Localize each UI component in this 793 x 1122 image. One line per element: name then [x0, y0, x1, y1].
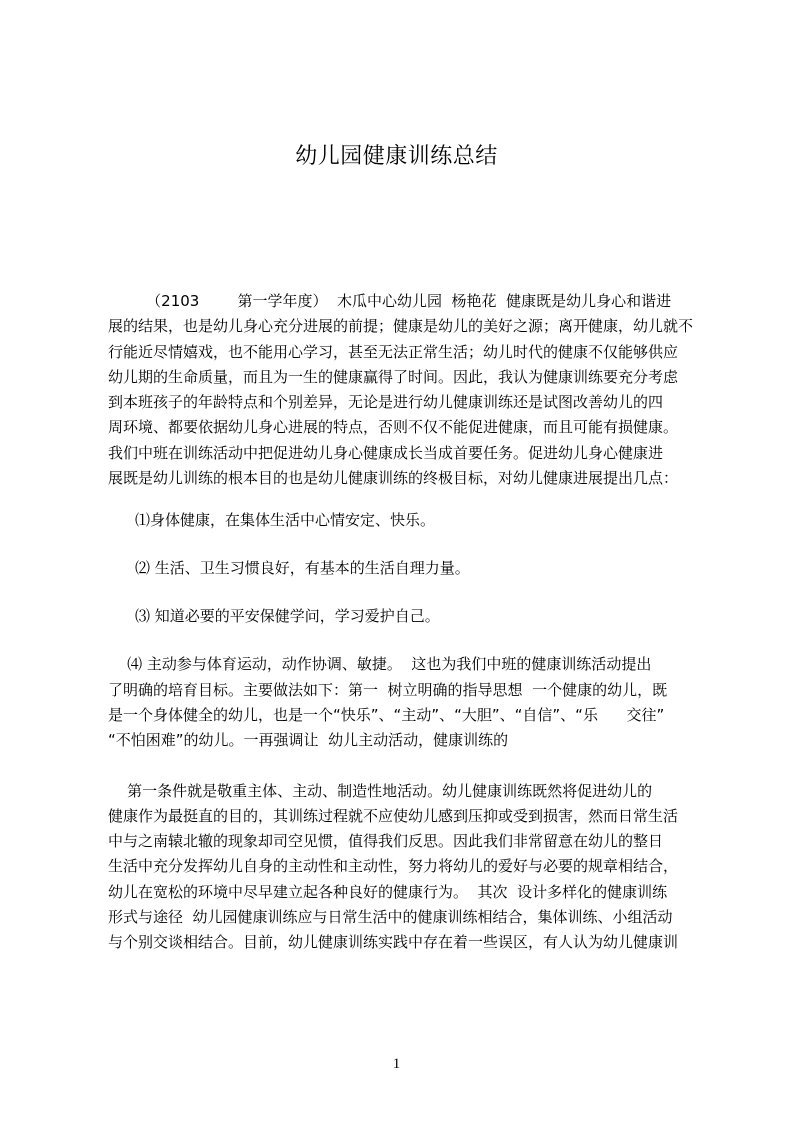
text-line: （2103 第一学年度） 木瓜中心幼儿园 杨艳花 健康既是幼儿身心和谐进 [108, 292, 672, 310]
paragraph-goals [108, 652, 698, 753]
text-line: 展的结果，也是幼儿身心充分进展的前提；健康是幼儿的美好之源；离开健康，幼儿就不 [108, 317, 694, 336]
text-line: 展既是幼儿训练的根本目的也是幼儿健康训练的终极目标，对幼儿健康进展提出几点： [108, 469, 679, 488]
text-line: 第一条件就是敬重主体、主动、制造性地活动。幼儿健康训练既然将促进幼儿的 [108, 781, 653, 800]
text-line: ⑷ 主动参与体育运动，动作协调、敏捷。 这也为我们中班的健康训练活动提出 [108, 655, 652, 674]
list-item: ⑴身体健康，在集体生活中心情安定、快乐。 [135, 511, 436, 530]
text-line: 是一个身体健全的幼儿，也是一个“快乐”、“主动”、“大胆”、“自信”、“乐 交往” [108, 705, 665, 724]
text-line: 生活中充分发挥幼儿自身的主动性和主动性，努力将幼儿的爱好与必要的规章相结合， [108, 857, 679, 876]
list-item: ⑶ 知道必要的平安保健学问，学习爱护自己。 [135, 607, 440, 626]
text-line: 周环境、都要依据幼儿身心进展的特点，否则不仅不能促进健康，而且可能有损健康。 [108, 418, 679, 437]
text-line: 形式与途径 幼儿园健康训练应与日常生活中的健康训练相结合，集体训练、小组活动 [108, 908, 673, 927]
list-item: ⑵ 生活、卫生习惯良好，有基本的生活自理力量。 [135, 559, 470, 578]
paragraph-intro [108, 289, 698, 491]
text-line: 幼儿在宽松的环境中尽早建立起各种良好的健康行为。 其次 设计多样化的健康训练 [108, 882, 668, 901]
text-line: 了明确的培育目标。主要做法如下：第一 树立明确的指导思想 一个健康的幼儿，既 [108, 680, 668, 699]
document-title: 幼儿园健康训练总结 [295, 144, 498, 169]
text-line: “不怕困难”的幼儿。一再强调让 幼儿主动活动，健康训练的 [108, 731, 509, 750]
text-line: 幼儿期的生命质量，而且为一生的健康赢得了时间。因此，我认为健康训练要充分考虑 [108, 367, 679, 386]
text-line: 行能近尽情嬉戏，也不能用心学习，甚至无法正常生活；幼儿时代的健康不仅能够供应 [108, 342, 679, 361]
text-line: 我们中班在训练活动中把促进幼儿身心健康成长当成首要任务。促进幼儿身心健康进 [108, 443, 664, 462]
paragraph-practice [108, 779, 698, 956]
text-line: 中与之南辕北辙的现象却司空见惯，值得我们反思。因此我们非常留意在幼儿的整日 [108, 832, 664, 851]
page-number: 1 [392, 1056, 401, 1072]
document-body [108, 289, 698, 956]
text-line: 与个别交谈相结合。目前，幼儿健康训练实践中存在着一些误区，有人认为幼儿健康训 [108, 933, 679, 952]
text-line: 健康作为最挺直的目的，其训练过程就不应使幼儿感到压抑或受到损害，然而日常生活 [108, 806, 679, 825]
text-line: 到本班孩子的年龄特点和个别差异，无论是进行幼儿健康训练还是试图改善幼儿的四 [108, 393, 664, 412]
